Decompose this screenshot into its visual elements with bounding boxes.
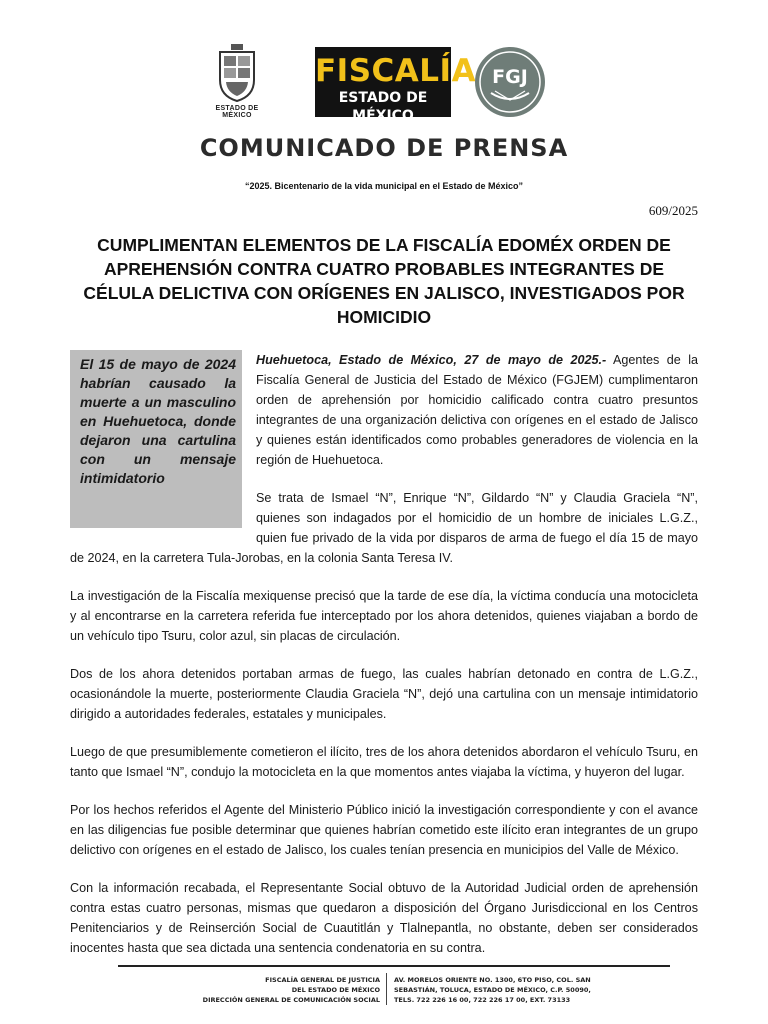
motto: “2025. Bicentenario de la vida municipal en el Estado de México” (244, 181, 524, 191)
fgj-seal-icon (473, 45, 547, 119)
edomex-logo (206, 44, 268, 119)
footer-left-line1: FISCALÍA GENERAL DE JUSTICIA (265, 976, 380, 984)
footer-divider (386, 973, 387, 1005)
footer (118, 965, 670, 1004)
edomex-caption: ESTADO DE MÉXICO (215, 105, 259, 119)
paragraph-2: Se trata de Ismael “N”, Enrique “N”, Gildardo “N” y Claudia Graciela “N”, quienes son indagados por el homicidio de un hombre de iniciales L.G.Z., quien fue privado de la vida por disparos de arma de fuego el día 15 de mayo de 2024, en la carretera Tula-Jorobas, en la colonia Santa Teresa IV. (70, 491, 698, 565)
footer-institution (118, 975, 380, 1005)
paragraph-1-text: Agentes de la Fiscalía General de Justicia del Estado de México (FGJEM) cumplimentaron orden de aprehensión por homicidio calificado contra cuatro presuntos integrantes de una organización delictiva con orígenes en el estado de Jalisco y quienes están identificados como probables generadores de violencia en la región de Huehuetoca. (256, 353, 698, 467)
paragraph-7: Con la información recabada, el Representante Social obtuvo de la Autoridad Judicial orden de aprehensión contra estas cuatro personas, mismas que quedaron a disposición del Órgano Jurisdiccional en los Centros Penitenciarios y de Reinserción Social de Cuautitlán y Tlalnepantla, no obstante, deben ser considerados inocentes hasta que sea dictada una sentencia condenatoria en su contra. (70, 881, 698, 955)
footer-address (394, 975, 674, 1005)
fiscalia-logo (315, 47, 477, 124)
fiscalia-logo-line1: FISCALÍA (315, 53, 477, 89)
headline: CUMPLIMENTAN ELEMENTOS DE LA FISCALÍA EDOMÉX ORDEN DE APREHENSIÓN CONTRA CUATRO PROBABLES INTEGRANTES DE CÉLULA DELICTIVA CON ORÍGENES EN JALISCO, INVESTIGADOS POR HOMICIDIO (83, 235, 685, 327)
logo-bar (0, 44, 768, 124)
footer-left-line3: DIRECCIÓN GENERAL DE COMUNICACIÓN SOCIAL (202, 996, 380, 1004)
fgj-logo (473, 45, 547, 124)
footer-right-line1: AV. MORELOS ORIENTE NO. 1300, 6TO PISO, COL. SAN (394, 976, 591, 984)
footer-right-line2: SEBASTIÁN, TOLUCA, ESTADO DE MÉXICO, C.P. 50090, (394, 986, 591, 994)
paragraph-5: Luego de que presumiblemente cometieron el ilícito, tres de los ahora detenidos abordaron el vehículo Tsuru, en tanto que Ismael “N”, condujo la motocicleta en la que momentos antes viajaba la víctima, y huyeron del lugar. (70, 745, 698, 779)
fiscalia-logo-line2: ESTADO DE MÉXICO (338, 90, 428, 124)
footer-right-line3: TELS. 722 226 16 00, 722 226 17 00, EXT. 73133 (394, 996, 571, 1004)
paragraph-6: Por los hechos referidos el Agente del Ministerio Público inició la investigación correspondiente y con el avance en las diligencias fue posible determinar que quienes habrían cometido este ilícito eran integrantes de un grupo delictivo con orígenes en el estado de Jalisco, los cuales tenían presencia en municipios del Valle de México. (70, 803, 698, 857)
release-number: 609/2025 (648, 203, 698, 218)
fgj-logo-text: FGJ (492, 66, 528, 88)
edomex-shield-icon (217, 44, 257, 102)
dateline: Huehuetoca, Estado de México, 27 de mayo de 2025.- (256, 353, 607, 367)
paragraph-4: Dos de los ahora detenidos portaban armas de fuego, las cuales habrían detonado en contra de L.G.Z., ocasionándole la muerte, posteriormente Claudia Graciela “N”, dejó una cartulina con un mensaje intimidatorio dirigido a autoridades federales, estatales y municipales. (70, 667, 698, 721)
paragraph-3: La investigación de la Fiscalía mexiquense precisó que la tarde de ese día, la víctima conducía una motocicleta y al encontrarse en la carretera referida fue interceptado por los ahora detenidos, quienes viajaban a bordo de un vehículo tipo Tsuru, color azul, sin placas de circulación. (70, 589, 698, 643)
press-release-title: COMUNICADO DE PRENSA (199, 134, 569, 162)
highlight-box: El 15 de mayo de 2024 habrían causado la muerte a un masculino en Huehuetoca, donde dejaron una cartulina con un mensaje intimidatorio (70, 350, 242, 528)
footer-left-line2: DEL ESTADO DE MÉXICO (291, 986, 380, 994)
article-body (70, 350, 698, 976)
